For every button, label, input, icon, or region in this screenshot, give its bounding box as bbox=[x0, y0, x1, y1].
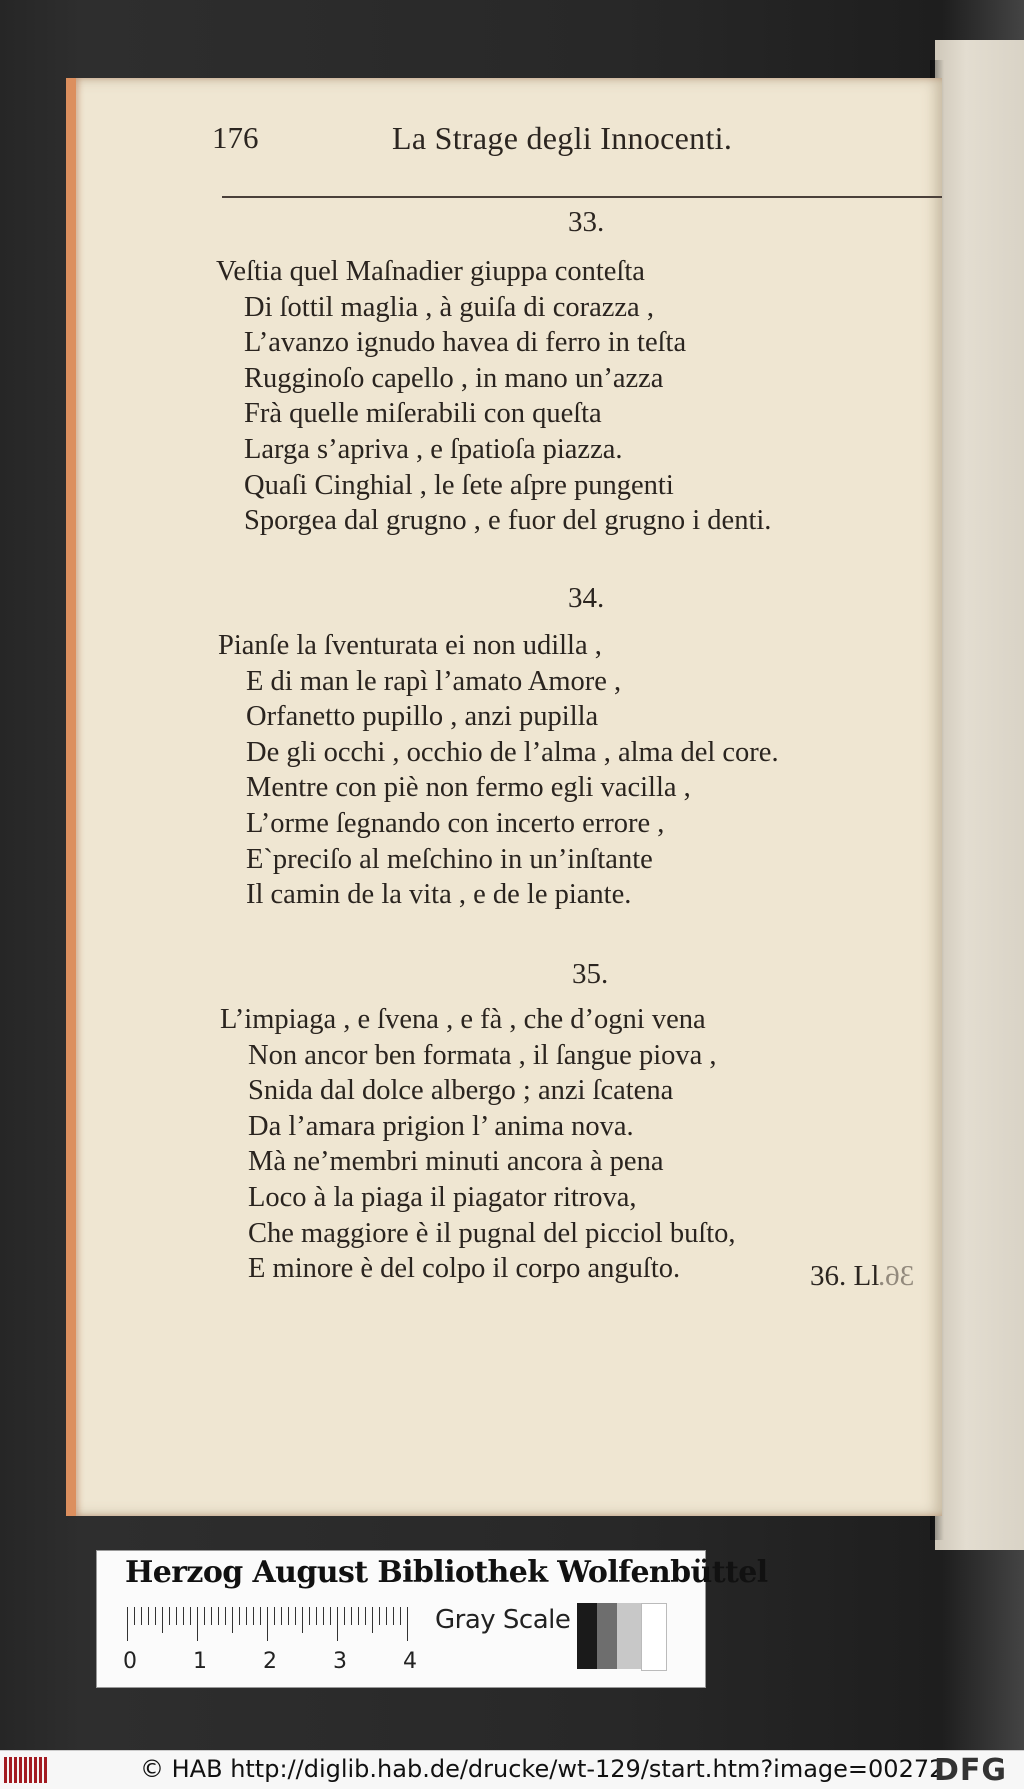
ruler-tick bbox=[358, 1607, 359, 1625]
ruler-tick bbox=[218, 1607, 219, 1625]
verse-line: Snida dal dolce albergo ; anzi ſcatena bbox=[248, 1075, 674, 1107]
bleed-through-text: 36. bbox=[878, 1260, 915, 1292]
page-header bbox=[66, 120, 942, 160]
ruler-tick bbox=[372, 1607, 373, 1633]
verse-line: L’avanzo ignudo havea di ferro in teſta bbox=[244, 327, 687, 359]
ruler-tick bbox=[267, 1607, 268, 1641]
ruler-tick bbox=[176, 1607, 177, 1625]
ruler-number: 1 bbox=[193, 1649, 207, 1674]
ruler-number: 3 bbox=[333, 1649, 347, 1674]
header-rule bbox=[222, 196, 942, 198]
verse-line: L’impiaga , e ſvena , e fà , che d’ogni vena bbox=[220, 1004, 706, 1035]
verse-line: Che maggiore è il pugnal del picciol buſto, bbox=[248, 1217, 736, 1249]
viewer-footer bbox=[0, 1750, 1024, 1789]
catchword: 36. Ll bbox=[810, 1260, 880, 1292]
ruler-tick bbox=[260, 1607, 261, 1625]
verse-line: Da l’amara prigion l’ anima nova. bbox=[248, 1110, 634, 1142]
verse-line: Veſtia quel Maſnadier giuppa conteſta bbox=[216, 256, 645, 287]
book-page bbox=[66, 78, 942, 1516]
verse-line: Mentre con piè non fermo egli vacilla , bbox=[246, 772, 691, 804]
ruler-tick bbox=[393, 1607, 394, 1625]
stanza-number: 34. bbox=[568, 582, 605, 614]
stanza-33 bbox=[216, 254, 916, 539]
ruler-number: 2 bbox=[263, 1649, 277, 1674]
ruler-tick bbox=[400, 1607, 401, 1625]
verse-line: Mà ne’membri minuti ancora à pena bbox=[248, 1146, 664, 1178]
verse-line: Rugginoſo capello , in mano un’azza bbox=[244, 362, 664, 394]
ruler-tick bbox=[323, 1607, 324, 1625]
color-calibration-card bbox=[96, 1550, 768, 1688]
dfg-logo: DFG bbox=[934, 1753, 1008, 1788]
verse-line: Di ſottil maglia , à guiſa di corazza , bbox=[244, 291, 654, 323]
ruler-tick bbox=[183, 1607, 184, 1625]
verse-line: E`preciſo al meſchino in un’inſtante bbox=[246, 843, 653, 875]
source-url-text: © HAB http://diglib.hab.de/drucke/wt-129/start.htm?image=00272 bbox=[140, 1755, 945, 1783]
ruler-tick bbox=[225, 1607, 226, 1625]
stanza-number: 35. bbox=[572, 958, 609, 990]
ruler-tick bbox=[197, 1607, 198, 1641]
ruler-tick bbox=[253, 1607, 254, 1625]
ruler-tick bbox=[127, 1607, 128, 1641]
ruler-number: 0 bbox=[123, 1649, 137, 1674]
verse-line: Pianſe la ſventurata ei non udilla , bbox=[218, 630, 602, 661]
verse-line: E di man le rapì l’amato Amore , bbox=[246, 665, 622, 697]
ruler-tick bbox=[302, 1607, 303, 1633]
ruler-tick bbox=[386, 1607, 387, 1625]
running-head: La Strage degli Innocenti. bbox=[392, 120, 733, 156]
verse-line: Larga s’apriva , e ſpatioſa piazza. bbox=[244, 433, 623, 465]
ruler-tick bbox=[274, 1607, 275, 1625]
ruler-tick bbox=[330, 1607, 331, 1625]
ruler-tick bbox=[190, 1607, 191, 1625]
ruler-tick bbox=[162, 1607, 163, 1633]
verse-line: E minore è del colpo il corpo anguſto. bbox=[248, 1253, 681, 1285]
facing-page-edge bbox=[935, 40, 1024, 1550]
gray-swatch-dark bbox=[597, 1603, 617, 1669]
ruler-tick bbox=[288, 1607, 289, 1625]
verse-line: Loco à la piaga il piagator ritrova, bbox=[248, 1181, 637, 1213]
page-number: 176 bbox=[212, 120, 259, 155]
ruler-tick bbox=[246, 1607, 247, 1625]
ruler-tick bbox=[169, 1607, 170, 1625]
ruler-tick bbox=[365, 1607, 366, 1625]
ruler-tick bbox=[351, 1607, 352, 1625]
stanza-34 bbox=[218, 628, 918, 913]
gray-swatch-light bbox=[617, 1603, 641, 1669]
gray-scale-label: Gray Scale bbox=[435, 1605, 571, 1635]
ruler-tick bbox=[407, 1607, 408, 1641]
ruler-tick bbox=[211, 1607, 212, 1625]
verse-line: Orfanetto pupillo , anzi pupilla bbox=[246, 701, 599, 733]
ruler-tick bbox=[337, 1607, 338, 1641]
gray-swatch-white bbox=[641, 1603, 667, 1671]
ruler-tick bbox=[134, 1607, 135, 1625]
ruler-tick bbox=[204, 1607, 205, 1625]
verse-line: Sporgea dal grugno , e fuor del grugno i denti. bbox=[244, 505, 772, 537]
ruler-tick bbox=[379, 1607, 380, 1625]
library-name: Herzog August Bibliothek Wolfenbüttel bbox=[125, 1555, 768, 1590]
verse-line: Il camin de la vita , e de le piante. bbox=[246, 879, 632, 911]
ruler-tick bbox=[295, 1607, 296, 1625]
verse-line: Quaſi Cinghial , le ſete aſpre pungenti bbox=[244, 469, 674, 501]
stanza-number: 33. bbox=[568, 206, 605, 238]
ruler-tick bbox=[155, 1607, 156, 1625]
gray-swatch-black bbox=[577, 1603, 597, 1669]
hab-logo-icon bbox=[4, 1757, 48, 1783]
verse-line: L’orme ſegnando con incerto errore , bbox=[246, 807, 665, 839]
verse-line: De gli occhi , occhio de l’alma , alma del core. bbox=[246, 736, 779, 768]
verse-line: Non ancor ben formata , il ſangue piova , bbox=[248, 1039, 717, 1071]
ruler-tick bbox=[239, 1607, 240, 1625]
ruler-tick bbox=[141, 1607, 142, 1625]
ruler-tick bbox=[316, 1607, 317, 1625]
stanza-35 bbox=[220, 1002, 920, 1287]
ruler-number: 4 bbox=[403, 1649, 417, 1674]
ruler-tick bbox=[309, 1607, 310, 1625]
ruler-tick bbox=[232, 1607, 233, 1633]
ruler-tick bbox=[344, 1607, 345, 1625]
verse-line: Frà quelle miſerabili con queſta bbox=[244, 398, 602, 430]
ruler-tick bbox=[148, 1607, 149, 1625]
ruler-tick bbox=[281, 1607, 282, 1625]
